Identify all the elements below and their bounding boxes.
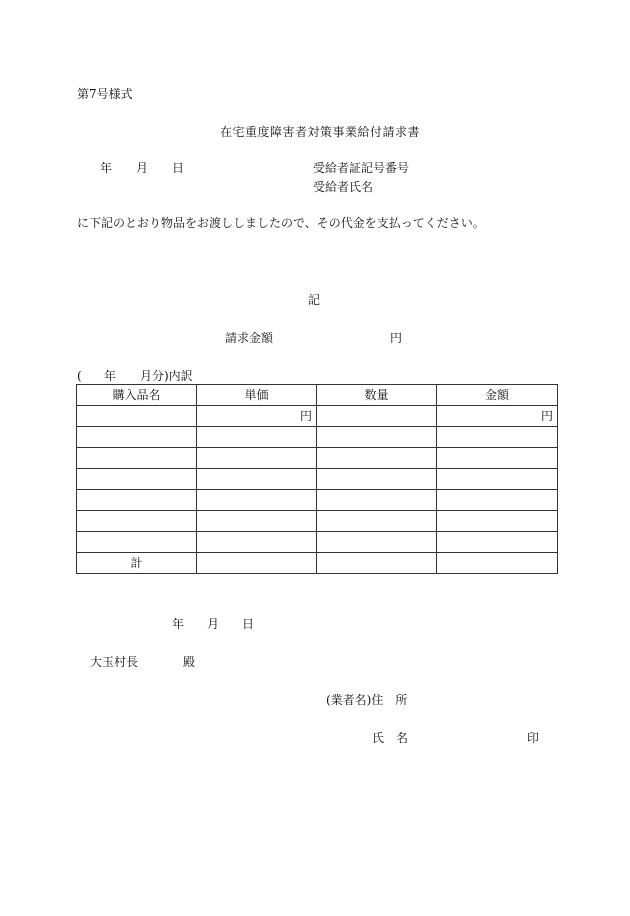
table-row	[77, 406, 558, 427]
cell-unit-price	[197, 490, 317, 511]
cell-quantity	[317, 511, 437, 532]
breakdown-year: 年	[104, 369, 117, 383]
cell-amount	[437, 511, 558, 532]
cell-quantity	[317, 490, 437, 511]
claim-label: 請求金額	[225, 331, 274, 345]
cell-item-name	[77, 448, 197, 469]
cell-unit-price	[197, 469, 317, 490]
date-bottom-month: 月	[207, 617, 220, 631]
cell-item-name	[77, 406, 197, 427]
addressee-name: 大玉村長	[90, 655, 139, 669]
cell-item-name	[77, 490, 197, 511]
statement-text: に下記のとおり物品をお渡ししましたので、その代金を支払ってください。	[77, 216, 485, 230]
table-row	[77, 490, 558, 511]
date-bottom-day: 日	[242, 617, 255, 631]
items-table	[76, 384, 558, 574]
cell-unit-price	[197, 532, 317, 553]
cell-item-name	[77, 469, 197, 490]
cell-total-unit-price	[197, 553, 317, 574]
cell-amount	[437, 490, 558, 511]
cell-unit-price-yen: 円	[197, 406, 317, 427]
header-unit-price: 単価	[197, 385, 317, 406]
vendor-seal: 印	[527, 731, 540, 745]
cell-item-name	[77, 532, 197, 553]
cell-unit-price	[197, 448, 317, 469]
table-total-row	[77, 553, 558, 574]
document-title: 在宅重度障害者対策事業給付請求書	[220, 125, 421, 139]
table-header-row	[77, 385, 558, 406]
date-top-month: 月	[136, 161, 149, 175]
header-amount: 金額	[437, 385, 558, 406]
header-item-name: 購入品名	[77, 385, 197, 406]
cell-amount	[437, 448, 558, 469]
cell-quantity	[317, 427, 437, 448]
cell-unit-price	[197, 427, 317, 448]
cell-amount-yen: 円	[437, 406, 558, 427]
table-row	[77, 448, 558, 469]
cell-amount	[437, 469, 558, 490]
recipient-cert-label: 受給者証記号番号	[313, 161, 410, 175]
vendor-address-label: (業者名)住 所	[326, 693, 408, 707]
cell-unit-price	[197, 511, 317, 532]
cell-item-name	[77, 511, 197, 532]
ki-heading: 記	[308, 293, 321, 307]
vendor-name-label: 氏 名	[372, 731, 409, 745]
date-bottom-year: 年	[172, 617, 185, 631]
form-number: 第7号様式	[77, 87, 133, 101]
header-quantity: 数量	[317, 385, 437, 406]
cell-quantity	[317, 448, 437, 469]
table-row	[77, 511, 558, 532]
claim-unit: 円	[390, 331, 403, 345]
cell-amount	[437, 427, 558, 448]
breakdown-month-suffix: 月分)内訳	[140, 369, 193, 383]
cell-amount	[437, 532, 558, 553]
cell-item-name	[77, 427, 197, 448]
cell-quantity	[317, 469, 437, 490]
cell-quantity	[317, 406, 437, 427]
cell-total-quantity	[317, 553, 437, 574]
addressee-honorific: 殿	[183, 655, 196, 669]
date-top-year: 年	[100, 161, 113, 175]
cell-total-amount	[437, 553, 558, 574]
recipient-name-label: 受給者氏名	[313, 180, 374, 194]
table-row	[77, 469, 558, 490]
table-row	[77, 532, 558, 553]
cell-quantity	[317, 532, 437, 553]
date-top-day: 日	[172, 161, 185, 175]
breakdown-open: (	[77, 369, 82, 383]
table-row	[77, 427, 558, 448]
cell-total-label: 計	[77, 553, 197, 574]
